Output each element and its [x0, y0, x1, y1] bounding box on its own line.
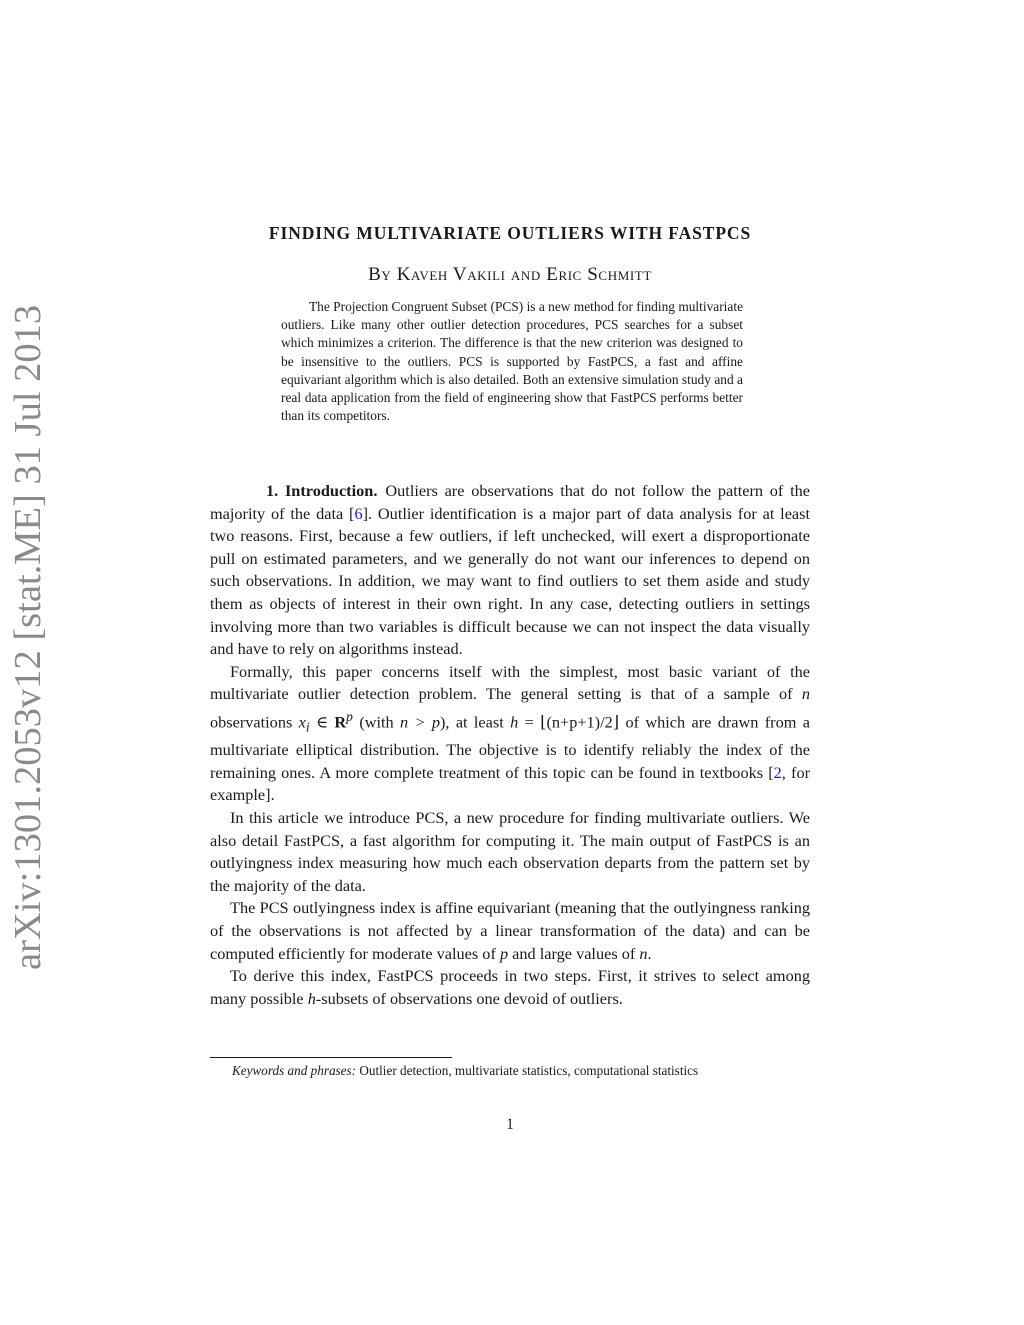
math-real-space: R — [334, 712, 347, 732]
math-h-expression: = ⌊(n+p+1)/2⌋ — [524, 712, 620, 732]
math-h: h — [510, 712, 519, 732]
keywords-text: Outlier detection, multivariate statistics, computational statistics — [359, 1063, 699, 1078]
citation-link-2[interactable]: 2 — [773, 762, 782, 782]
math-n: n — [801, 684, 810, 704]
arxiv-identifier-stamp: arXiv:1301.2053v12 [stat.ME] 31 Jul 2013 — [7, 304, 49, 970]
paragraph-1: 1. Introduction. Outliers are observations that do not follow the pattern of the majority of the data [6]. Outlier identification is a major part of data analysis for at least two reasons. First, because a few outliers, if left unchecked, will exert a disproportionate pull on estimated parameters, and we generally do not want our inferences to depend on such observations. In addition, we may want to find outliers to set them aside and study them as objects of interest in their own right. In any case, detecting outliers in settings involving more than two variables is difficult because we can not inspect the data visually and have to rely on algorithms instead. — [210, 481, 811, 659]
citation-link-6[interactable]: 6 — [354, 503, 363, 523]
keywords-footnote — [210, 1062, 810, 1081]
math-n: n — [639, 943, 648, 963]
paper-title: FINDING MULTIVARIATE OUTLIERS WITH FASTPCS — [268, 223, 752, 243]
author-line: By Kaveh Vakili and Eric Schmitt — [368, 264, 652, 285]
math-condition: n > p — [400, 712, 440, 732]
paragraph-4: The PCS outlyingness index is affine equivariant (meaning that the outlyingness ranking of the observations is not affected by a linear transformation of the data) and can be computed efficiently for moderate values of p and large values of n. — [210, 898, 810, 963]
math-xi: x — [298, 712, 306, 732]
keywords-label: Keywords and phrases: — [232, 1063, 357, 1078]
section-heading: 1. Introduction. — [266, 481, 378, 500]
math-h: h — [307, 988, 316, 1008]
introduction-section — [210, 480, 810, 1010]
paragraph-5: To derive this index, FastPCS proceeds in two steps. First, it strives to select among many possible h-subsets of observations one devoid of outliers. — [210, 966, 810, 1008]
paragraph-2: Formally, this paper concerns itself with the simplest, most basic variant of the multivariate outlier detection problem. The general setting is that of a sample of n observations $x_i$ ∈ $R^p$ (with n > p), at least h = ⌊(n+p+1)/2⌋ of which are drawn from a multivariate elliptical distribution. The objective is to identify reliably the index of the remaining ones. A more complete treatment of this topic can be found in textbooks [2, for example]. — [210, 661, 811, 805]
paragraph-3: In this article we introduce PCS, a new procedure for finding multivariate outliers. We also detail FastPCS, a fast algorithm for computing it. The main output of FastPCS is an outlyingness index measuring how much each observation departs from the pattern set by the majority of the data. — [210, 807, 810, 895]
page-number: 1 — [506, 1116, 514, 1133]
abstract: The Projection Congruent Subset (PCS) is a new method for finding multivariate outliers. Like many other outlier detection procedures, PCS searches for a subset which minimizes a criterion. The difference is that the new criterion was designed to be insensitive to the outliers. PCS is supported by FastPCS, a fast and affine equivariant algorithm which is also detailed. Both an extensive simulation study and a real data application from the field of engineering show that FastPCS performs better than its competitors. — [281, 299, 744, 424]
footnote-rule — [210, 1057, 452, 1058]
math-p: p — [499, 943, 509, 963]
